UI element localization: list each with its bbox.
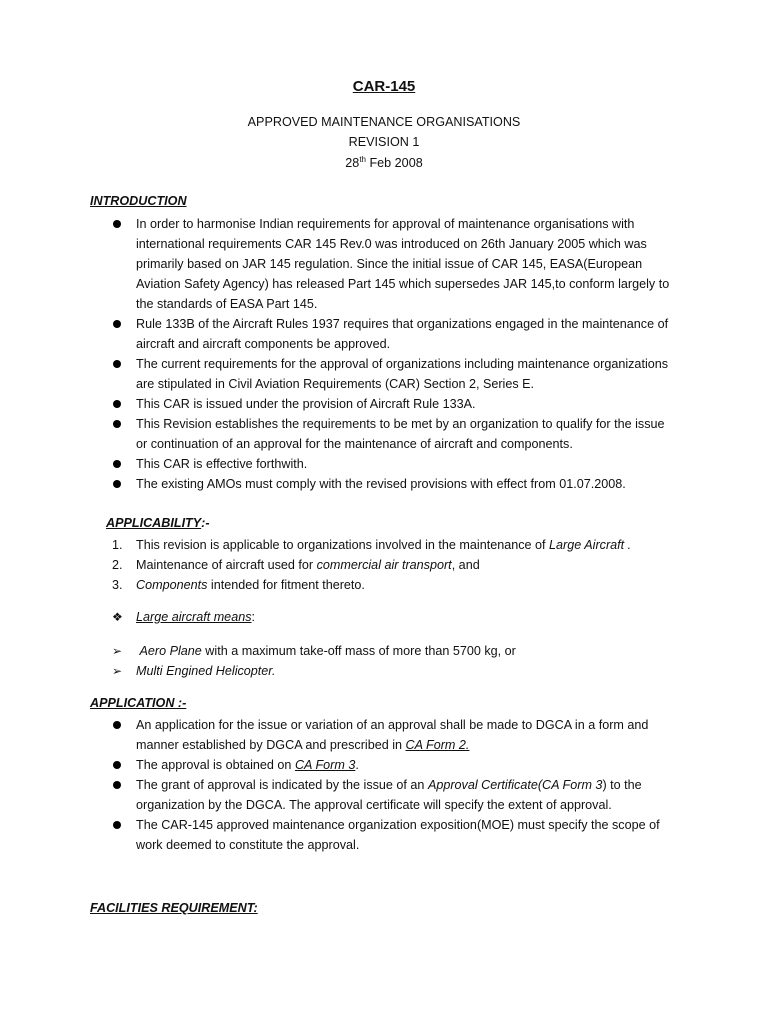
list-item: 3. Components intended for fitment thereto. [112,578,365,592]
revision-date: 28th Feb 2008 [345,155,423,171]
large-aircraft-definition [0,607,768,627]
bullet-icon [113,781,121,789]
list-item: In order to harmonise Indian requirements for approval of maintenance organisations with international requirements CAR 145 Rev.0 was introduced on 26th January 2005 which was primarily based on JAR 145 regulation. Since the initial issue of CAR 145, EASA(European Aviation Safety Agency) has released Part 145 which supersedes JAR 145,to conform largely to the standards of EASA Part 145. [0,214,768,314]
list-item: The approval is obtained on CA Form 3. [0,755,768,775]
list-item: The existing AMOs must comply with the revised provisions with effect from 01.07.2008. [0,474,768,494]
bullet-icon [113,420,121,428]
applicability-list [0,535,768,595]
bullet-icon [113,821,121,829]
bullet-icon [113,320,121,328]
revision-label: REVISION 1 [348,135,420,149]
list-item: This CAR is issued under the provision of Aircraft Rule 133A. [0,394,768,414]
bullet-icon [113,360,121,368]
ca-form-2-link[interactable]: CA Form 2. [405,738,470,752]
list-item: ❖ Large aircraft means: [0,607,768,627]
list-item: 2. Maintenance of aircraft used for commercial air transport, and [112,558,480,572]
bullet-icon [113,721,121,729]
list-item: ➢ Multi Engined Helicopter. [0,661,768,681]
list-item: The current requirements for the approval of organizations including maintenance organizations are stipulated in Civil Aviation Requirements (CAR) Section 2, Series E. [0,354,768,394]
large-aircraft-list [0,641,768,681]
bullet-icon [113,460,121,468]
list-item: The grant of approval is indicated by the issue of an Approval Certificate(CA Form 3) to the organization by the DGCA. The approval certificate will specify the extent of approval. [0,775,768,815]
diamond-bullet-icon: ❖ [112,610,123,624]
bullet-icon [113,761,121,769]
list-item: 1. This revision is applicable to organizations involved in the maintenance of Large Aircraft . [112,538,632,552]
arrow-bullet-icon: ➢ [112,664,123,678]
list-item: This CAR is effective forthwith. [0,454,768,474]
introduction-heading: INTRODUCTION [90,194,187,208]
list-item: ➢ Aero Plane with a maximum take-off mass of more than 5700 kg, or [0,641,768,661]
applicability-heading: APPLICABILITY:- [106,516,210,530]
list-item: An application for the issue or variation of an approval shall be made to DGCA in a form and manner established by DGCA and prescribed in CA Form 2. [0,715,768,755]
document-title: CAR-145 [352,78,416,95]
list-item: This Revision establishes the requirements to be met by an organization to qualify for the issue or continuation of an approval for the maintenance of aircraft and components. [0,414,768,454]
bullet-icon [113,220,121,228]
list-item: Rule 133B of the Aircraft Rules 1937 requires that organizations engaged in the maintenance of aircraft and aircraft components be approved. [0,314,768,354]
facilities-heading: FACILITIES REQUIREMENT: [90,901,258,915]
introduction-list [0,214,768,494]
document-subtitle: APPROVED MAINTENANCE ORGANISATIONS [247,115,521,129]
list-item: The CAR-145 approved maintenance organization exposition(MOE) must specify the scope of work deemed to constitute the approval. [0,815,768,855]
bullet-icon [113,400,121,408]
application-heading: APPLICATION :- [90,696,187,710]
bullet-icon [113,480,121,488]
arrow-bullet-icon: ➢ [112,644,123,658]
ca-form-3-link[interactable]: CA Form 3 [294,758,356,772]
application-list [0,715,768,855]
